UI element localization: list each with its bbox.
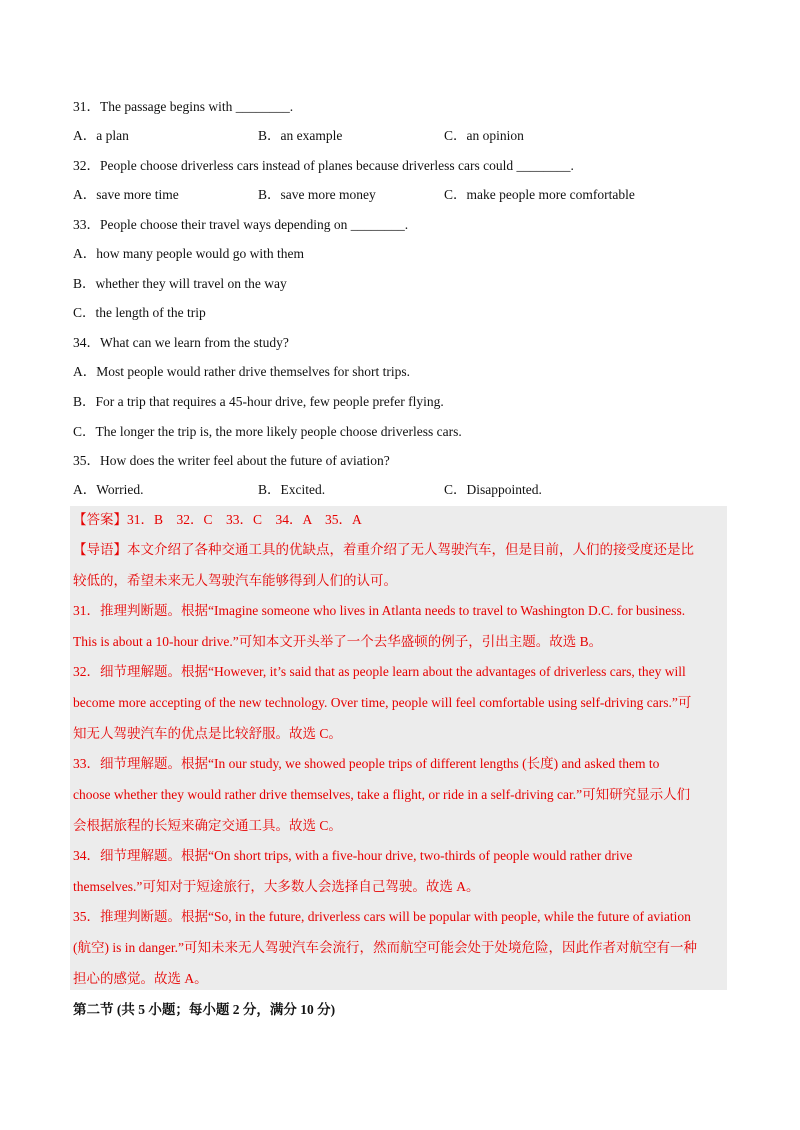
explanation-32-line-2: become more accepting of the new technology. Over time, people will feel comfortable using self-driving cars.”可 <box>73 695 692 710</box>
answer-key: 【答案】31．B 32．C 33．C 34．A 35．A <box>73 512 362 527</box>
explanation-35-line-2: (航空) is in danger.”可知未来无人驾驶汽车会流行，然而航空可能会处于处境危险，因此作者对航空有一种 <box>73 940 697 955</box>
explanation-35-line-3: 担心的感觉。故选 A。 <box>73 971 208 986</box>
question-34-stem: 34．What can we learn from the study? <box>73 335 289 350</box>
explanation-34-line-2: themselves.”可知对于短途旅行，大多数人会选择自己驾驶。故选 A。 <box>73 879 480 894</box>
question-35-option-a: A．Worried. <box>73 482 144 497</box>
guide-line-2: 较低的，希望未来无人驾驶汽车能够得到人们的认可。 <box>73 573 397 588</box>
explanation-34-line-1: 34．细节理解题。根据“On short trips, with a five-hour drive, two-thirds of people would rather drive <box>73 848 633 863</box>
question-33-stem: 33．People choose their travel ways depending on ________. <box>73 217 409 232</box>
question-33-option-b: B．whether they will travel on the way <box>73 276 287 291</box>
question-31-stem: 31．The passage begins with ________. <box>73 99 294 114</box>
question-33-option-a: A．how many people would go with them <box>73 246 304 261</box>
question-32-option-b: B．save more money <box>258 187 376 202</box>
question-32-option-c: C．make people more comfortable <box>444 187 635 202</box>
explanation-31-line-2: This is about a 10-hour drive.”可知本文开头举了一个去华盛顿的例子，引出主题。故选 B。 <box>73 634 603 649</box>
question-34-option-b: B．For a trip that requires a 45-hour drive, few people prefer flying. <box>73 394 444 409</box>
question-35-stem: 35．How does the writer feel about the future of aviation? <box>73 453 390 468</box>
section-heading: 第二节 (共 5 小题；每小题 2 分，满分 10 分) <box>73 1002 336 1017</box>
explanation-33-line-3: 会根据旅程的长短来确定交通工具。故选 C。 <box>73 818 342 833</box>
question-32-stem: 32．People choose driverless cars instead of planes because driverless cars could ________. <box>73 158 574 173</box>
explanation-35-line-1: 35．推理判断题。根据“So, in the future, driverless cars will be popular with people, while the future of aviation <box>73 909 691 924</box>
question-34-option-c: C．The longer the trip is, the more likely people choose driverless cars. <box>73 424 462 439</box>
question-32-option-a: A．save more time <box>73 187 179 202</box>
question-31-option-a: A．a plan <box>73 128 129 143</box>
question-31-option-b: B．an example <box>258 128 343 143</box>
explanation-31-line-1: 31．推理判断题。根据“Imagine someone who lives in Atlanta needs to travel to Washington D.C. for business. <box>73 603 686 618</box>
explanation-33-line-1: 33．细节理解题。根据“In our study, we showed people trips of different lengths (长度) and asked them to <box>73 756 660 771</box>
explanation-32-line-3: 知无人驾驶汽车的优点是比较舒服。故选 C。 <box>73 726 342 741</box>
explanation-32-line-1: 32．细节理解题。根据“However, it’s said that as people learn about the advantages of driverless cars, they will <box>73 664 686 679</box>
question-35-option-c: C．Disappointed. <box>444 482 542 497</box>
question-34-option-a: A．Most people would rather drive themselves for short trips. <box>73 364 411 379</box>
question-31-option-c: C．an opinion <box>444 128 524 143</box>
explanation-33-line-2: choose whether they would rather drive themselves, take a flight, or ride in a self-driving car.”可知研究显示人们 <box>73 787 691 802</box>
question-35-option-b: B．Excited. <box>258 482 326 497</box>
question-33-option-c: C．the length of the trip <box>73 305 206 320</box>
guide-line-1: 【导语】本文介绍了各种交通工具的优缺点，着重介绍了无人驾驶汽车，但是目前，人们的接受度还是比 <box>73 542 694 557</box>
